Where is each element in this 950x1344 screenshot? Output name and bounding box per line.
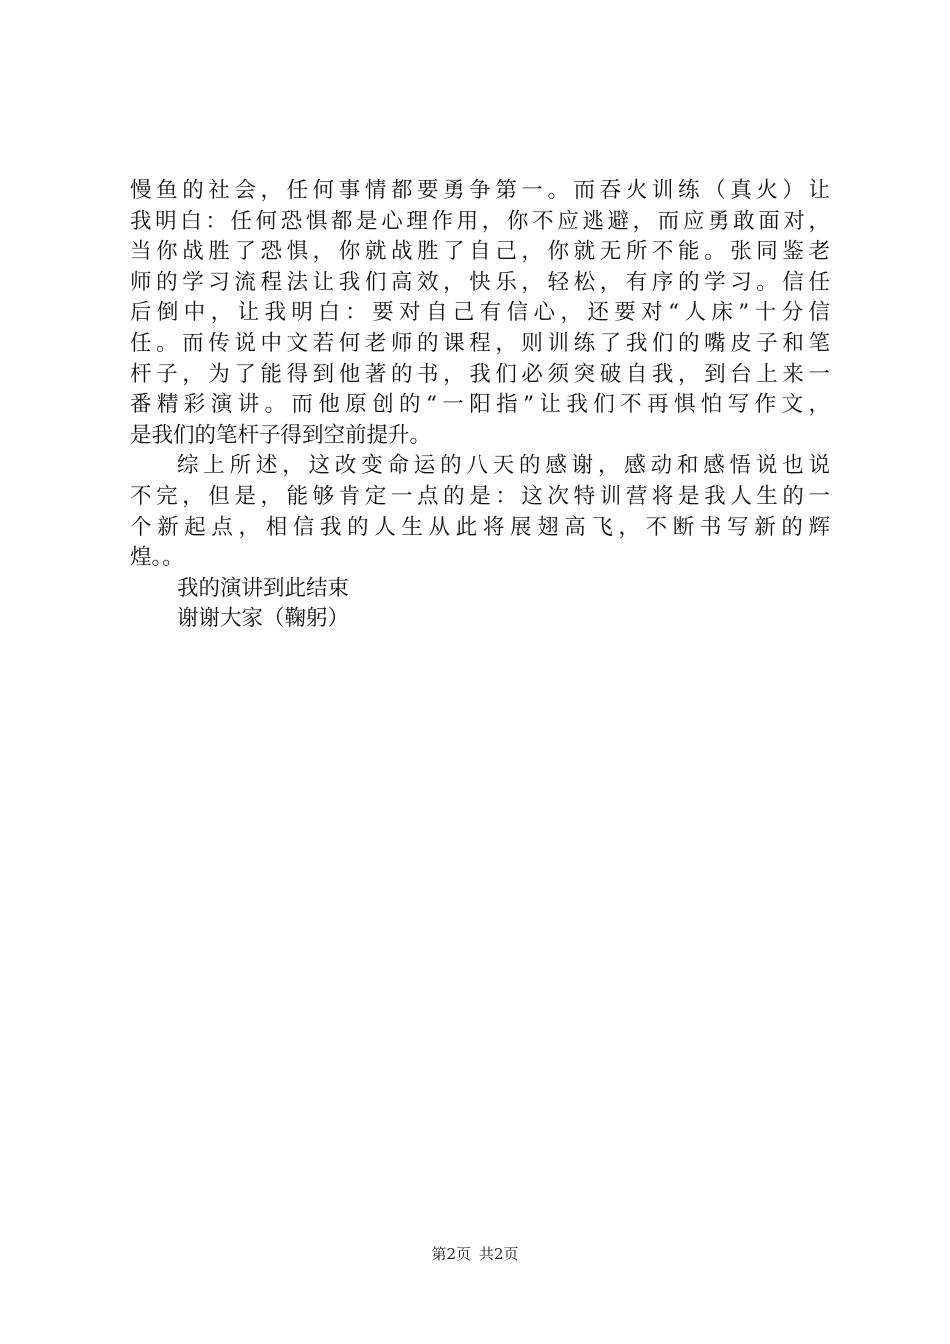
paragraph-line: 师的学习流程法让我们高效，快乐，轻松，有序的学习。信任 <box>130 269 830 295</box>
paragraph-line: 后倒中，让我明白：要对自己有信心，还要对“人床”十分信 <box>130 300 830 326</box>
page-footer <box>0 1245 950 1263</box>
paragraph-line: 个新起点，相信我的人生从此将展翅高飞，不断书写新的辉 <box>130 514 830 540</box>
document-body <box>130 176 830 635</box>
page-number-current: 第2页 <box>431 1245 471 1263</box>
closing-line: 谢谢大家（鞠躬） <box>177 606 350 632</box>
page-number-total: 共2页 <box>479 1245 519 1263</box>
closing-line: 我的演讲到此结束 <box>177 575 350 601</box>
paragraph-line: 番精彩演讲。而他原创的“一阳指”让我们不再惧怕写作文， <box>130 392 830 418</box>
paragraph-line: 当你战胜了恐惧，你就战胜了自己，你就无所不能。张同鉴老 <box>130 239 830 265</box>
paragraph-line: 是我们的笔杆子得到空前提升。 <box>130 422 432 448</box>
paragraph-line: 任。而传说中文若何老师的课程，则训练了我们的嘴皮子和笔 <box>130 330 830 356</box>
paragraph-line: 综上所述，这改变命运的八天的感谢，感动和感悟说也说 <box>177 453 830 479</box>
paragraph-line: 慢鱼的社会，任何事情都要勇争第一。而吞火训练（真火）让 <box>130 178 830 203</box>
paragraph-line: 煌。。 <box>130 545 184 571</box>
paragraph-line: 杆子，为了能得到他著的书，我们必须突破自我，到台上来一 <box>130 361 830 387</box>
paragraph-line: 不完，但是，能够肯定一点的是：这次特训营将是我人生的一 <box>130 483 830 509</box>
paragraph-line: 我明白：任何恐惧都是心理作用，你不应逃避，而应勇敢面对， <box>130 208 830 234</box>
